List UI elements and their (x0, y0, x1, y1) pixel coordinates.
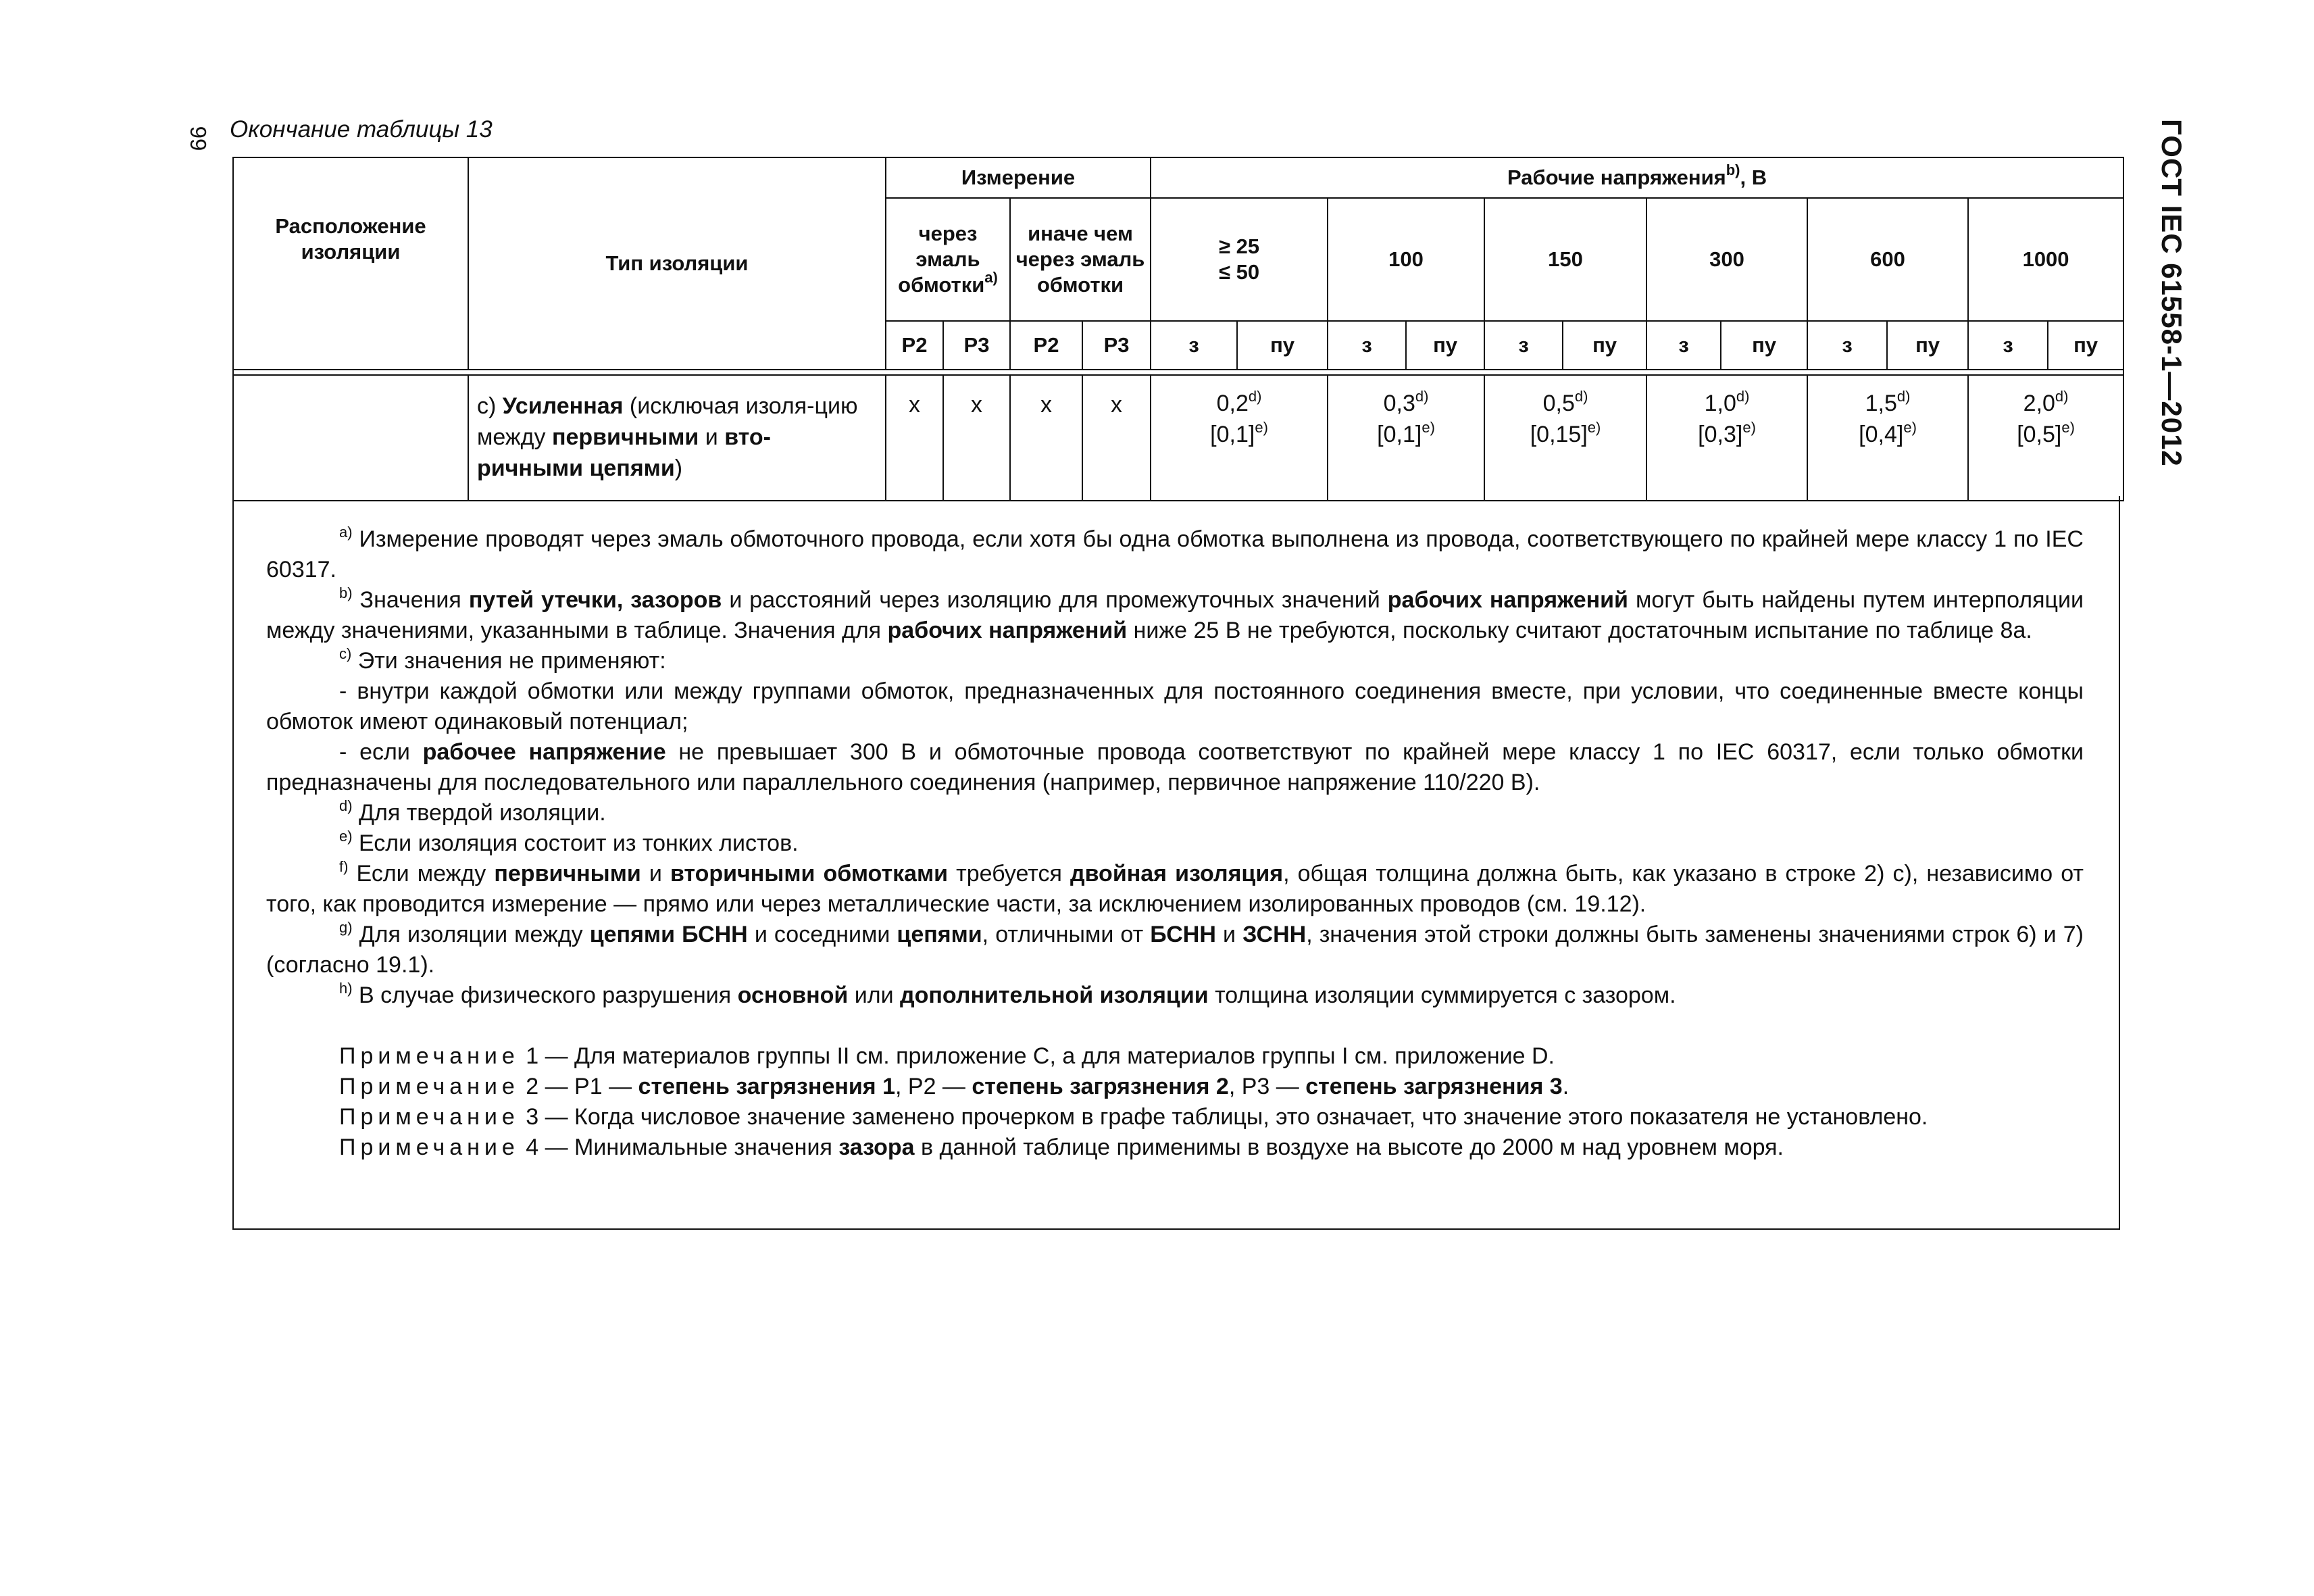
footnote-f: $^{f)}$ Если между первичными и вторичными обмотками требуется двойная изоляция, общая толщина должна быть, как указано в строке 2) с), независимо от того, как проводится измерение — прямо или через металлические части, за исключением изолированных проводов (см. 19.12). (266, 858, 2084, 917)
standard-label: ГОСТ IEC 61558-1—2012 (2156, 119, 2188, 467)
cell-mark: x (1010, 375, 1082, 501)
header-voltage-100: 100 (1328, 198, 1484, 321)
footnote-d: $^{d)}$ Для твердой изоляции. (339, 797, 606, 826)
cell-mark: x (1082, 375, 1151, 501)
footnote-c-item-1: - внутри каждой обмотки или между группами обмоток, предназначенных для постоянного соединения вместе, при условии, что соединенные вместе концы обмоток имеют одинаковый потенциал; (266, 678, 2084, 734)
cell-value: 0,3$^{d)}$ $[0,1]^{e)}$ (1328, 375, 1484, 501)
cell-insulation-type: с) Усиленная (исключая изоля-цию между первичными и вто-ричными цепями) (468, 375, 886, 501)
header-z: з (1807, 321, 1887, 370)
cell-value: 2,0$^{d)}$ $[0,5]^{e)}$ (1968, 375, 2123, 501)
note-2: Примечание 2 — P1 — степень загрязнения 1, P2 — степень загрязнения 2, P3 — степень загрязнения 3. (339, 1074, 1569, 1099)
header-z: з (1151, 321, 1237, 370)
footnote-g: $^{g)}$ Для изоляции между цепями БСНН и соседними цепями, отличными от БСНН и ЗСНН, значения этой строки должны быть заменены значениями строк 6) и 7) (согласно 19.1). (266, 919, 2084, 978)
header-z: з (1328, 321, 1406, 370)
footnote-c: $^{c)}$ Эти значения не применяют: (339, 645, 666, 674)
header-insulation-type: Тип изоляции (468, 157, 886, 370)
note-3: Примечание 3 — Когда числовое значение заменено прочерком в графе таблицы, это означает, что значение этого показателя не установлено. (339, 1104, 1928, 1130)
footnote-h: $^{h)}$ В случае физического разрушения основной или дополнительной изоляции толщина изоляции суммируется с зазором. (339, 980, 1676, 1008)
table-row (233, 375, 2123, 501)
footnote-b: $^{b)}$ Значения путей утечки, зазоров и расстояний через изоляцию для промежуточных значений рабочих напряжений могут быть найдены путем интерполяции между значениями, указанными в таблице. Значения для рабочих напряжений ниже 25 В не требуются, поскольку считают достаточным испытание по таблице 8a. (266, 584, 2084, 643)
header-voltage-150: 150 (1484, 198, 1646, 321)
header-pu: пу (2048, 321, 2123, 370)
header-pu: пу (1721, 321, 1807, 370)
header-location: Расположение изоляции (233, 157, 468, 370)
header-working-voltages: Рабочие напряжения$^{b)}$, В (1151, 157, 2123, 198)
header-pu: пу (1887, 321, 1968, 370)
cell-mark: x (886, 375, 943, 501)
header-measurement: Измерение (886, 157, 1151, 198)
header-pollution-p3: P3 (1082, 321, 1151, 370)
header-voltage-300: 300 (1646, 198, 1807, 321)
page-number: 99 (186, 126, 211, 151)
footnote-a: $^{a)}$ Измерение проводят через эмаль обмоточного провода, если хотя бы одна обмотка выполнена из провода, соответствующего по крайней мере классу 1 по IEC 60317. (266, 524, 2084, 582)
footnotes-box (232, 496, 2120, 1230)
header-pu: пу (1406, 321, 1484, 370)
cell-value: 0,5$^{d)}$ $[0,15]^{e)}$ (1484, 375, 1646, 501)
header-voltage-range: ≥ 25 ≤ 50 (1151, 198, 1328, 321)
header-z: з (1968, 321, 2048, 370)
clearance-table (232, 157, 2124, 501)
header-pollution-p2: P2 (886, 321, 943, 370)
header-pollution-p2: P2 (1010, 321, 1082, 370)
header-z: з (1484, 321, 1563, 370)
header-pu: пу (1237, 321, 1328, 370)
header-pu: пу (1563, 321, 1646, 370)
header-through-enamel: через эмаль обмотки$^{a)}$ (886, 198, 1010, 321)
note-1: Примечание 1 — Для материалов группы II см. приложение C, а для материалов группы I см. приложение D. (339, 1043, 1555, 1069)
header-voltage-1000: 1000 (1968, 198, 2123, 321)
cell-mark: x (943, 375, 1010, 501)
note-4: Примечание 4 — Минимальные значения зазора в данной таблице применимы в воздухе на высоте до 2000 м над уровнем моря. (339, 1134, 1784, 1160)
cell-location (233, 375, 468, 501)
header-other-than-enamel: иначе чем через эмаль обмотки (1010, 198, 1151, 321)
header-z: з (1646, 321, 1721, 370)
header-voltage-600: 600 (1807, 198, 1968, 321)
footnote-e: $^{e)}$ Если изоляция состоит из тонких листов. (339, 828, 799, 856)
header-pollution-p3: P3 (943, 321, 1010, 370)
footnotes-text (266, 524, 2084, 1163)
footnote-c-item-2: - если рабочее напряжение не превышает 300 В и обмоточные провода соответствуют по крайней мере классу 1 по IEC 60317, если только обмотки предназначены для последовательного или параллельного соединения (например, первичное напряжение 110/220 В). (266, 739, 2084, 795)
cell-value: 1,5$^{d)}$ $[0,4]^{e)}$ (1807, 375, 1968, 501)
cell-value: 0,2$^{d)}$ $[0,1]^{e)}$ (1151, 375, 1328, 501)
table-caption: Окончание таблицы 13 (230, 116, 493, 143)
cell-value: 1,0$^{d)}$ $[0,3]^{e)}$ (1646, 375, 1807, 501)
